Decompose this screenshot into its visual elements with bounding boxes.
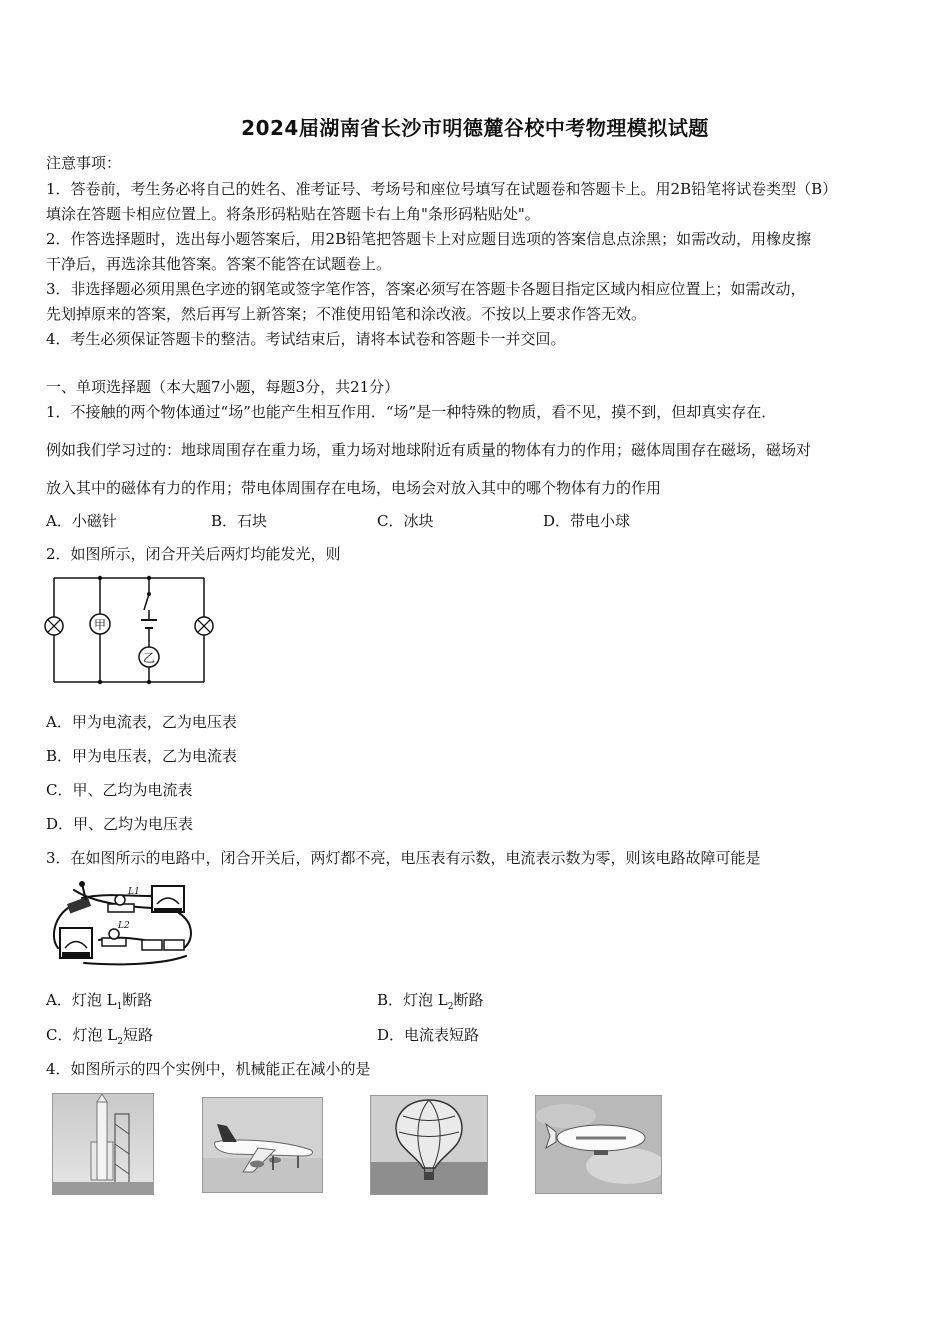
q3-circuit-photo bbox=[44, 878, 199, 968]
q4-stem: 4．如图所示的四个实例中，机械能正在减小的是 bbox=[46, 1060, 371, 1078]
q3-option-c: C．灯泡 $L_2$短路 bbox=[46, 1026, 153, 1047]
ammeter-icon bbox=[60, 928, 92, 958]
bulb-l1-icon bbox=[108, 895, 134, 912]
q2-option-a: A．甲为电流表，乙为电压表 bbox=[46, 713, 237, 731]
q2-option-c: C．甲、乙均为电流表 bbox=[46, 781, 193, 799]
q1-stem-line: 1．不接触的两个物体通过“场”也能产生相互作用．“场”是一种特殊的物质，看不见，摸不到，但却真实存在． bbox=[46, 403, 777, 421]
notice-heading: 注意事项： bbox=[46, 154, 122, 172]
voltmeter-icon bbox=[152, 886, 184, 912]
airplane-image bbox=[202, 1097, 323, 1193]
q2-circuit-diagram bbox=[40, 570, 220, 690]
q1-stem-line: 例如我们学习过的：地球周围存在重力场，重力场对地球附近有质量的物体有力的作用；磁体周围存在磁场，磁场对 bbox=[46, 441, 812, 459]
section-heading: 一、单项选择题（本大题7小题，每题3分，共21分） bbox=[46, 378, 400, 396]
switch-icon bbox=[67, 881, 91, 913]
q1-option-a: A．小磁针 bbox=[46, 512, 117, 530]
q2-option-d: D．甲、乙均为电压表 bbox=[46, 815, 194, 833]
exam-title: 2024届湖南省长沙市明德麓谷校中考物理模拟试题 bbox=[241, 116, 709, 140]
rocket-launch-image bbox=[52, 1093, 154, 1195]
notice-line: 填涂在答题卡相应位置上。将条形码粘贴在答题卡右上角"条形码粘贴处"。 bbox=[46, 205, 540, 223]
q1-stem-line: 放入其中的磁体有力的作用；带电体周围存在电场，电场会对放入其中的哪个物体有力的作用 bbox=[46, 479, 662, 497]
bulb-l2-icon bbox=[102, 929, 126, 946]
q2-stem: 2．如图所示，闭合开关后两灯均能发光，则 bbox=[46, 545, 341, 563]
q3-option-d: D．电流表短路 bbox=[377, 1026, 480, 1044]
q3-option-a: A．灯泡 $L_1$断路 bbox=[46, 991, 153, 1012]
notice-line: 2．作答选择题时，选出每小题答案后，用2B铅笔把答题卡上对应题目选项的答案信息点涂黑；如需改动，用橡皮擦 bbox=[46, 230, 812, 248]
airship-image bbox=[535, 1095, 662, 1194]
q3-option-b: B．灯泡 $L_2$断路 bbox=[377, 991, 484, 1012]
meter-jia-label: 甲 bbox=[93, 618, 107, 632]
q1-option-c: C．冰块 bbox=[377, 512, 434, 530]
notice-line: 干净后，再选涂其他答案。答案不能答在试题卷上。 bbox=[46, 255, 392, 273]
notice-line: 3．非选择题必须用黑色字迹的钢笔或签字笔作答，答案必须写在答题卡各题目指定区域内相应位置上；如需改动， bbox=[46, 280, 806, 298]
battery-icon bbox=[142, 940, 184, 950]
q3-stem: 3．在如图所示的电路中，闭合开关后，两灯都不亮，电压表有示数，电流表示数为零，则该电路故障可能是 bbox=[46, 849, 761, 867]
bulb-l1-label: L1 bbox=[128, 887, 140, 897]
notice-line: 先划掉原来的答案，然后再写上新答案；不准使用铅笔和涂改液。不按以上要求作答无效。 bbox=[46, 305, 647, 323]
hot-air-balloon-image bbox=[370, 1095, 488, 1195]
q1-option-b: B．石块 bbox=[211, 512, 268, 530]
q1-option-d: D．带电小球 bbox=[543, 512, 631, 530]
bulb-l2-label: L2 bbox=[118, 921, 130, 931]
meter-yi-label: 乙 bbox=[142, 651, 156, 665]
notice-line: 1．答卷前，考生务必将自己的姓名、准考证号、考场号和座位号填写在试题卷和答题卡上。用2B铅笔将试卷类型（B） bbox=[46, 180, 838, 198]
notice-line: 4．考生必须保证答题卡的整洁。考试结束后，请将本试卷和答题卡一并交回。 bbox=[46, 330, 566, 348]
q2-option-b: B．甲为电压表，乙为电流表 bbox=[46, 747, 238, 765]
